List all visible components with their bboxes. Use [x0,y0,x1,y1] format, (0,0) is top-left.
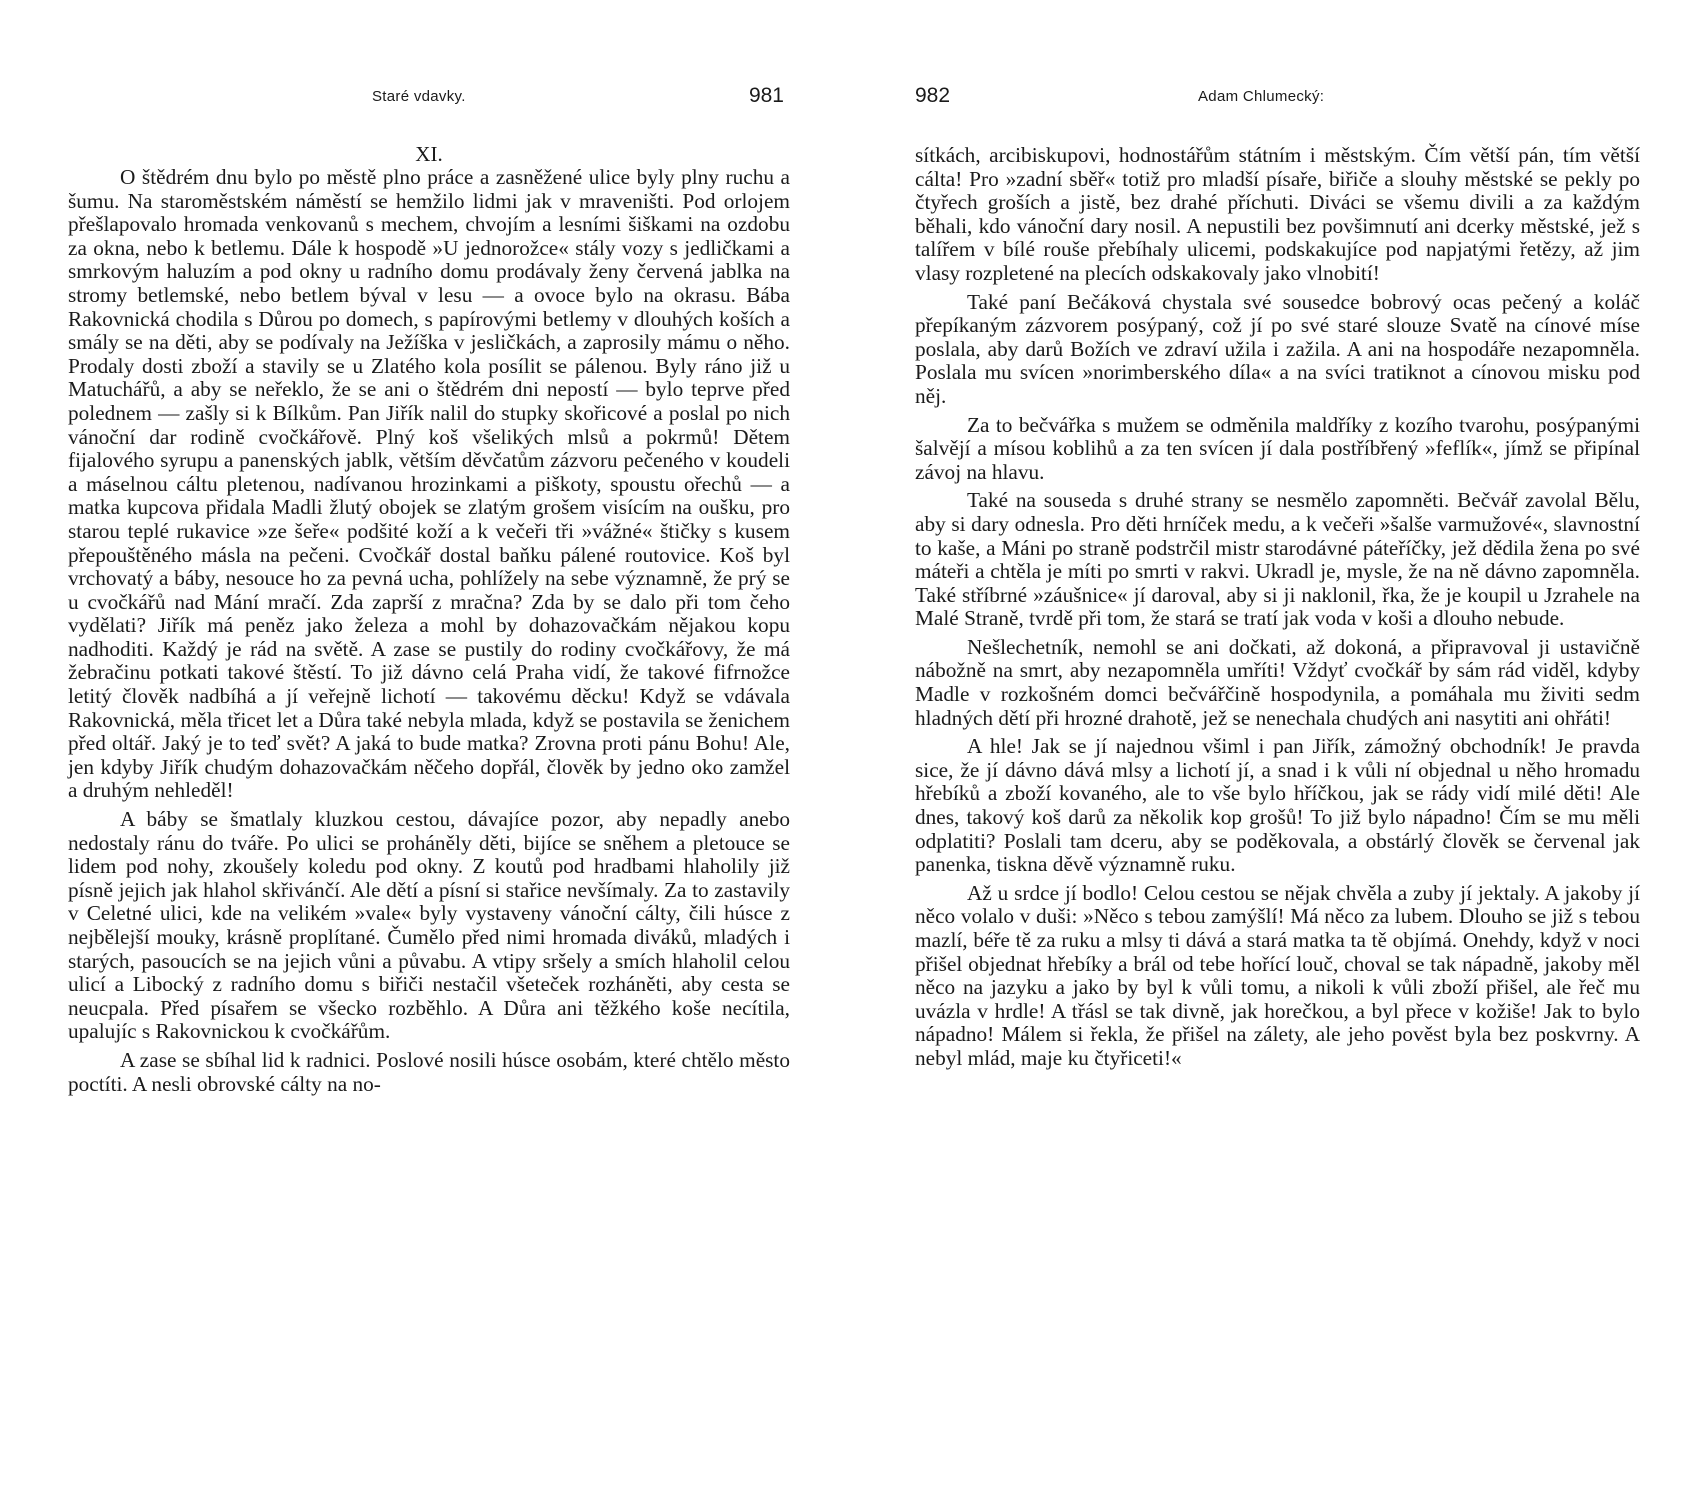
left-page [68,0,790,1500]
left-body-text [68,166,790,1101]
right-page [915,0,1640,1500]
right-body-text [915,144,1640,1076]
paragraph: O štědrém dnu bylo po městě plno práce a zasněžené ulice byly plny ruchu a šumu. Na staroměstském náměstí se hemžilo lidmi jak v mraveništi. Pod orlojem přešlapovalo hromada venkovanů s mechem, chvojím a lesními šiškami na ozdobu za okna, nebo k betlemu. Dále k hospodě »U jednorožce« stály vozy s jedličkami a smrkovým haluzím a pod okny u radního domu prodávaly ženy červená jablka na stromy betlemské, nebo betlem býval v lesu — a ovoce bylo na okrasu. Bába Rakovnická chodila s Důrou po domech, s papírovými betlemy v dlouhých koších a smály se na děti, aby se podívaly na Ježíška v jesličkách, a zaprosily mámu o něho. Prodaly dosti zboží a stavily se u Zlatého kola posílit se pálenou. Byly ráno již u Matuchářů, a aby se neřeklo, že se ani o štědrém dni nepostí — bylo teprve před polednem — zašly si k Bílkům. Pan Jiřík nalil do stupky skořicové a poslal po nich vánoční dar rodině cvočkářově. Plný koš všelikých mlsů a pokrmů! Dětem fijalového syrupu a panenských jablk, větším děvčatům zázvoru pečeného v koudeli a máselnou cáltu pletenou, nadívanou hrozinkami a piškoty, spoustu ořechů — a matka kupcova přidala Madli žlutý obojek se zlatým grošem visícím na oušku, pro starou teplé rukavice »ze šeře« podšité koží a k večeři tři »vážné« štičky s kusem přepouštěného másla na pečeni. Cvočkář dostal baňku pálené routovice. Koš byl vrchovatý a báby, nesouce ho za pevná ucha, pohlížely na sebe významně, že prý se u cvočkářů nad Mání mračí. Zda zaprší z mračna? Zda by se dalo při tom čeho vydělati? Jiřík má peněz jako železa a mohl by dohazovačkám nějakou kopu nadhoditi. Každý je rád na světě. A zase se pustily do rodiny cvočkářovy, že má žebračinu potkati takové štěstí. To již dávno celá Praha vidí, že takové fifrnožce letitý člověk nadbíhá a jí veřejně lichotí — takovému děcku! Když se vdávala Rakovnická, měla třicet let a Důra také nebyla mlada, když se postavila se ženichem před oltář. Jaký je to teď svět? A jaká to bude matka? Zrovna proti pánu Bohu! Ale, jen kdyby Jiřík chudým dohazovačkám něčeho dopřál, člověk by jedno oko zamžel a druhým nehleděl! [68,165,790,803]
paragraph: Také na souseda s druhé strany se nesmělo zapomněti. Bečvář zavolal Bělu, aby si dary odnesla. Pro děti hrníček medu, a k večeři »šalše varmužové«, slavnostní to kaše, a Máni po straně podstrčil mistr starodávné páteříčky, jež dědila žena po své máteři a chtěla je míti po smrti v rakvi. Ukradl je, mysle, že na ně dávno zapomněla. Také stříbrné »záušnice« jí daroval, aby si ji naklonil, řka, že je koupil u Jzrahele na Malé Straně, tvrdě při tom, že stará se tratí jak voda v koši a dlouho nebude. [915,488,1640,631]
paragraph: A hle! Jak se jí najednou všiml i pan Jiřík, zámožný obchodník! Je pravda sice, že jí dávno dává mlsy a lichotí jí, a snad i k vůli ní objednal u něho hromadu hřebíků a zboží kovaného, ale to vše bylo hříčkou, jak se rády vidí milé děti! Ale dnes, takový koš darů za několik kop grošů! To již bylo nápadno! Čím se mu měli odplatiti? Poslali tam dceru, aby se poděkovala, a obstárlý člověk se červenal jak panenka, tiskna děvě významně ruku. [915,734,1640,877]
left-running-head [68,84,790,114]
paragraph: A báby se šmatlaly kluzkou cestou, dávajíce pozor, aby nepadly anebo nedostaly ránu do tváře. Po ulici se proháněly děti, bijíce se sněhem a pletouce se lidem pod nohy, zkoušely koledu pod okny. Z koutů pod hradbami hlaholily již písně jejich jak hlahol skřivánčí. Ale dětí a písní si stařice nevšímaly. Za to zastavily v Celetné ulici, kde na velikém »vale« byly vystaveny vánoční cálty, čili húsce z nejbělejší mouky, krásně proplítané. Čumělo před nimi hromada diváků, mladých i starých, pasoucích se na jejich vůni a půvabu. A vtipy sršely a smích hlaholil celou ulicí a Libocký z radního domu s biřiči nestačil všeteček rozháněti, aby cesta se neucpala. Před písařem se všecko rozběhlo. A Důra ani těžkého koše necítila, upalujíc s Rakovnickou k cvočkářům. [68,807,790,1044]
paragraph: A zase se sbíhal lid k radnici. Poslové nosili húsce osobám, které chtělo město poctíti. A nesli obrovské cálty na no- [68,1047,790,1096]
paragraph: sítkách, arcibiskupovi, hodnostářům státním i městským. Čím větší pán, tím větší cálta! Pro »zadní sběř« totiž pro mladší písaře, biřiče a slouhy městské se pekly po čtyřech groších a jistě, bez drahé příchuti. Diváci se všemu divili a za každým běhali, kdo vánoční dary nosil. A nepustili bez povšimnutí ani dcerky městské, jež s talířem v bílé rouše přebíhaly ulicemi, podskakujíce pod napjatými řetězy, až jim vlasy rozpletené na plecích odskakovaly jako vlnobití! [915,143,1640,285]
right-running-head [915,84,1640,114]
right-header-title: Adam Chlumecký: [1198,88,1325,105]
paragraph: Až u srdce jí bodlo! Celou cestou se nějak chvěla a zuby jí jektaly. A jakoby jí něco volalo v duši: »Něco s tebou zamýšlí! Má něco za lubem. Dlouho se již s tebou mazlí, béře tě za ruku a mlsy ti dává a stará matka ta tě objímá. Onehdy, když v noci přišel objednat hřebíky a brál od tebe hořící louč, choval se tak nápadně, jakoby měl něco na jazyku a jako by byl k vůli tomu, a nikoli k vůli zboží přišel, ale řeč mu uvázla v hrdle! A třásl se tak divně, jak horečkou, a byl přece v kožiše! Jak to bylo nápadno! Málem si řekla, že přišel na zálety, ale jeho pověst byla bez poskvrny. A nebyl mlád, maje ku čtyřiceti!« [915,880,1640,1070]
chapter-heading: XI. [415,142,443,166]
left-page-number: 981 [748,84,784,107]
paragraph: Nešlechetník, nemohl se ani dočkati, až dokoná, a připravoval ji ustavičně nábožně na smrt, aby nezapomněla umříti! Vždyť cvočkář by sám rád viděl, kdyby Madle v rozkošném domci bečvářčině hospodynila, a pomáhala mu živiti sedm hladných dětí při hrozné drahotě, jež se nenechala chudých ani nasytiti ani ohřáti! [915,634,1640,730]
paragraph: Také paní Bečáková chystala své sousedce bobrový ocas pečený a koláč přepíkaným zázvorem posýpaný, což jí po své staré slouze Svatě na cínové míse poslala, aby darů Božích ve zdraví užila i zažila. A ani na hospodáře nezapomněla. Poslala mu svícen »norimberského díla« a na svíci tratiknot a cínovou misku pod něj. [915,289,1640,408]
left-header-title: Staré vdavky. [372,88,466,105]
right-page-number: 982 [915,84,951,107]
paragraph: Za to bečvářka s mužem se odměnila maldříky z kozího tvarohu, posýpanými šalvějí a mísou koblihů a za ten svícen jí dala postříbřený »feflík«, jímž se připínal závoj na hlavu. [915,412,1640,484]
